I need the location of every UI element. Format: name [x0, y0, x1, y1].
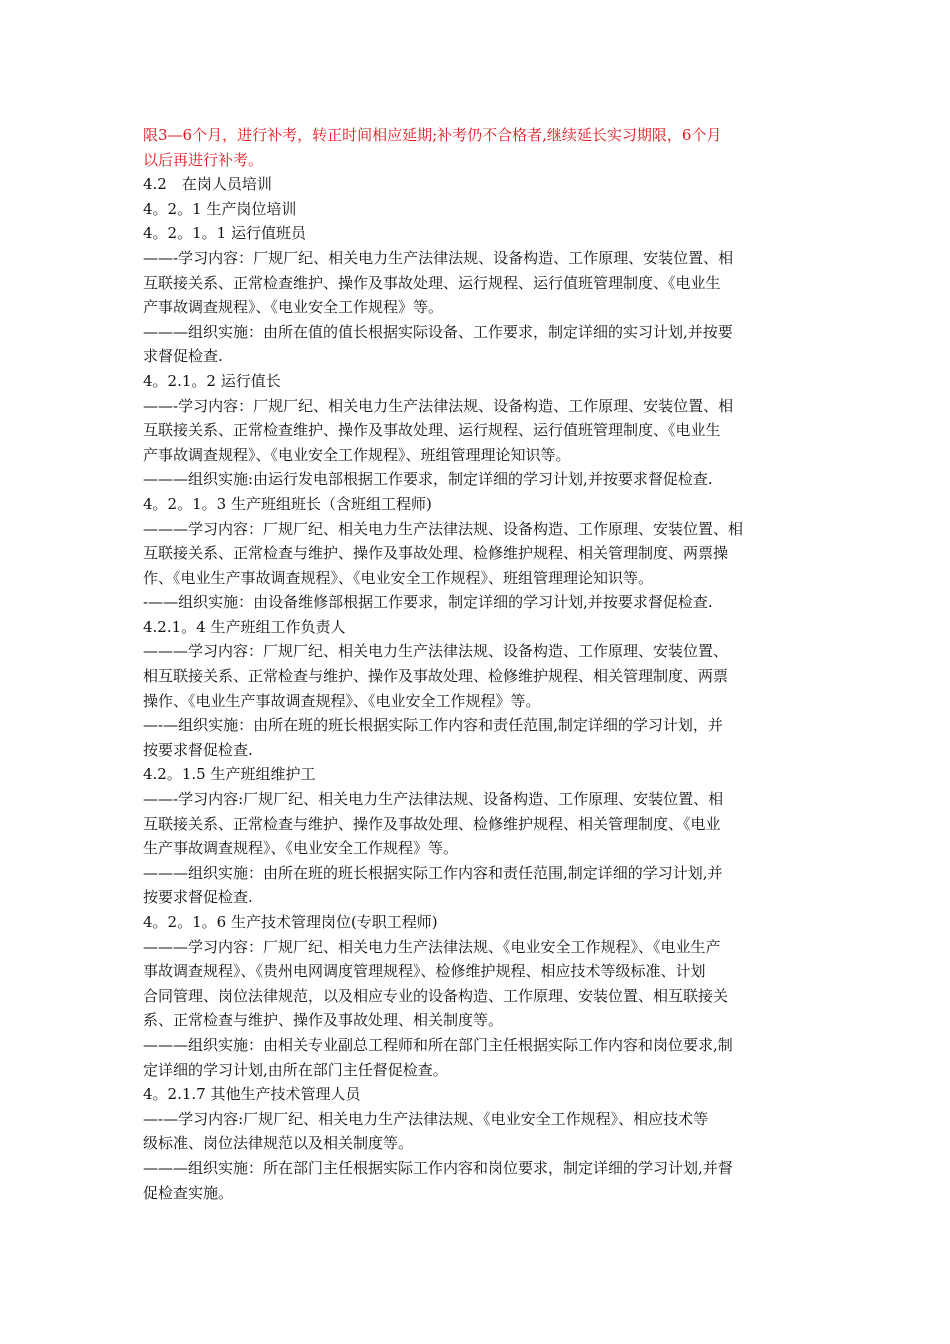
text-line: ———学习内容：厂规厂纪、相关电力生产法律法规、设备构造、工作原理、安装位置、相 — [143, 519, 744, 538]
text-line: 4。2。1。3 生产班组班长（含班组工程师) — [143, 494, 432, 513]
text-line: 按要求督促检查. — [143, 888, 253, 907]
text-line: 生产事故调查规程》、《电业安全工作规程》等。 — [143, 839, 459, 858]
text-line: 产事故调查规程》、《电业安全工作规程》、班组管理理论知识等。 — [143, 445, 571, 464]
text-line: 互联接关系、正常检查与维护、操作及事故处理、检修维护规程、相关管理制度、《电业 — [143, 814, 721, 833]
text-line: 按要求督促检查. — [143, 740, 253, 759]
text-line: ——-学习内容：厂规厂纪、相关电力生产法律法规、设备构造、工作原理、安装位置、相 — [143, 248, 734, 267]
text-line: ———组织实施：由所在值的值长根据实际设备、工作要求，制定详细的实习计划,并按要 — [143, 322, 733, 341]
text-line: —-—组织实施：由所在班的班长根据实际工作内容和责任范围,制定详细的学习计划，并 — [143, 716, 723, 735]
text-line: ——-学习内容:厂规厂纪、相关电力生产法律法规、设备构造、工作原理、安装位置、相 — [143, 790, 724, 809]
text-line: 4.2 在岗人员培训 — [143, 175, 272, 194]
text-line: 作、《电业生产事故调查规程》、《电业安全工作规程》、班组管理理论知识等。 — [143, 568, 654, 587]
text-line: 事故调查规程》、《贵州电网调度管理规程》、检修维护规程、相应技术等级标准、计划 — [143, 962, 706, 981]
text-line: ———组织实施:由运行发电部根据工作要求，制定详细的学习计划,并按要求督促检查. — [143, 470, 713, 489]
text-line: 互联接关系、正常检查维护、操作及事故处理、运行规程、运行值班管理制度、《电业生 — [143, 421, 721, 440]
text-line: ———组织实施：由相关专业副总工程师和所在部门主任根据实际工作内容和岗位要求,制 — [143, 1035, 733, 1054]
text-line: 互联接关系、正常检查维护、操作及事故处理、运行规程、运行值班管理制度、《电业生 — [143, 273, 721, 292]
text-line: 定详细的学习计划,由所在部门主任督促检查。 — [143, 1060, 448, 1079]
text-line: 操作、《电业生产事故调查规程》、《电业安全工作规程》等。 — [143, 691, 541, 710]
text-line: 产事故调查规程》、《电业安全工作规程》等。 — [143, 298, 444, 317]
text-line: 相互联接关系、正常检查与维护、操作及事故处理、检修维护规程、相关管理制度、两票 — [143, 667, 729, 686]
text-line: ———学习内容：厂规厂纪、相关电力生产法律法规、设备构造、工作原理、安装位置、 — [143, 642, 729, 661]
text-line: 4.2。1.5 生产班组维护工 — [143, 765, 316, 784]
text-line: 4。2.1.7 其他生产技术管理人员 — [143, 1085, 361, 1104]
text-line: ———学习内容：厂规厂纪、相关电力生产法律法规、《电业安全工作规程》、《电业生产 — [143, 937, 721, 956]
text-line: —-—学习内容:厂规厂纪、相关电力生产法律法规、《电业安全工作规程》、相应技术等 — [143, 1109, 709, 1128]
text-line: 以后再进行补考。 — [143, 150, 264, 169]
text-line: ———组织实施：所在部门主任根据实际工作内容和岗位要求，制定详细的学习计划,并督 — [143, 1158, 733, 1177]
text-line: 4。2。1 生产岗位培训 — [143, 199, 297, 218]
text-line: ——-学习内容：厂规厂纪、相关电力生产法律法规、设备构造、工作原理、安装位置、相 — [143, 396, 734, 415]
text-line: 级标准、岗位法律规范以及相关制度等。 — [143, 1134, 414, 1153]
text-line: 4.2.1。4 生产班组工作负责人 — [143, 617, 346, 636]
text-line: 限3—6个月，进行补考，转正时间相应延期;补考仍不合格者,继续延长实习期限，6个月 — [143, 126, 722, 144]
text-line: 合同管理、岗位法律规范，以及相应专业的设备构造、工作原理、安装位置、相互联接关 — [143, 986, 729, 1005]
document-page — [143, 123, 813, 1205]
text-line: 求督促检查. — [143, 347, 223, 366]
text-line: 4。2.1。2 运行值长 — [143, 371, 281, 390]
text-line: 4。2。1。6 生产技术管理岗位(专职工程师) — [143, 913, 438, 931]
text-line: 促检查实施。 — [143, 1183, 234, 1202]
text-line: 系、正常检查与维护、操作及事故处理、相关制度等。 — [143, 1011, 504, 1030]
text-line: 互联接关系、正常检查与维护、操作及事故处理、检修维护规程、相关管理制度、两票操 — [143, 544, 729, 563]
text-line: ———组织实施：由所在班的班长根据实际工作内容和责任范围,制定详细的学习计划,并 — [143, 863, 723, 882]
text-line: -——组织实施：由设备维修部根据工作要求，制定详细的学习计划,并按要求督促检查. — [143, 593, 713, 612]
text-line: 4。2。1。1 运行值班员 — [143, 224, 306, 243]
